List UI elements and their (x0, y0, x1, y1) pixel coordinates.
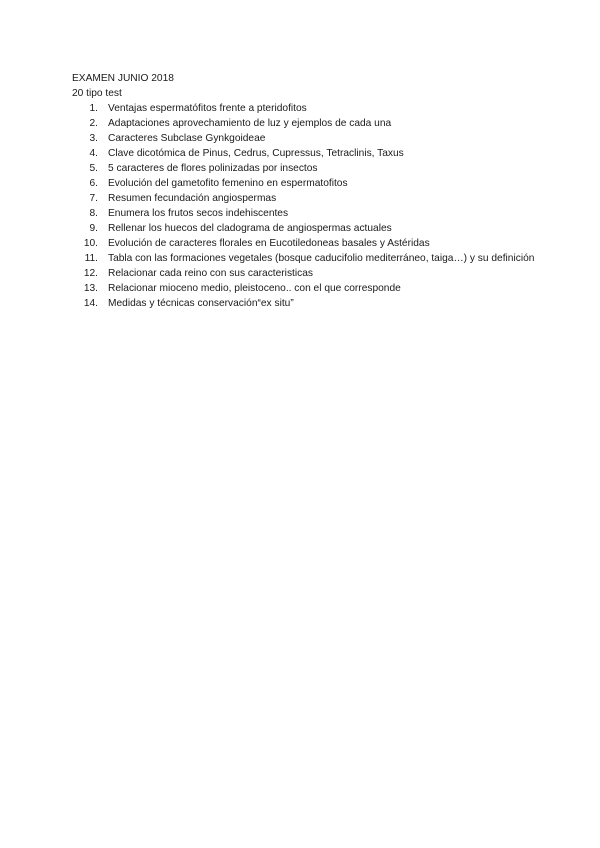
list-item (72, 296, 542, 311)
list-item (72, 191, 542, 206)
list-item-text: Medidas y técnicas conservación“ex situ” (108, 298, 294, 309)
list-item-number: 12. (83, 268, 98, 279)
list-item-number: 11. (84, 253, 98, 264)
list-item-number: 4. (89, 148, 98, 159)
list-item (72, 116, 542, 131)
list-item-text: 5 caracteres de flores polinizadas por insectos (108, 163, 318, 174)
list-item (72, 131, 542, 146)
list-item (72, 146, 542, 161)
list-item-number: 9. (89, 223, 98, 234)
list-item-number: 3. (89, 133, 98, 144)
list-item-text: Evolución de caracteres florales en Eucotiledoneas basales y Astéridas (108, 238, 430, 249)
list-item-number: 14. (83, 298, 98, 309)
list-item-number: 6. (89, 178, 98, 189)
list-item-number: 13. (83, 283, 98, 294)
list-item-number: 2. (89, 118, 98, 129)
list-item-number: 5. (89, 163, 98, 174)
list-item-text: Ventajas espermatófitos frente a pteridofitos (108, 103, 307, 114)
list-item (72, 176, 542, 191)
list-item-text: Enumera los frutos secos indehiscentes (108, 208, 289, 219)
list-item-text: Tabla con las formaciones vegetales (bosque caducifolio mediterráneo, taiga…) y su definición (108, 253, 535, 264)
list-item-number: 8. (89, 208, 98, 219)
list-item-text: Evolución del gametofito femenino en espermatofitos (108, 178, 348, 189)
list-item-text: Rellenar los huecos del cladograma de angiospermas actuales (108, 223, 392, 234)
list-item (72, 101, 542, 116)
document-content (72, 71, 542, 311)
list-item-text: Relacionar mioceno medio, pleistoceno.. con el que corresponde (108, 283, 401, 294)
list-item (72, 206, 542, 221)
list-item-number: 10. (83, 238, 98, 249)
list-item (72, 251, 542, 266)
list-item-text: Caracteres Subclase Gynkgoideae (108, 133, 266, 144)
list-item (72, 281, 542, 296)
list-item (72, 221, 542, 236)
page-title: EXAMEN JUNIO 2018 (72, 73, 174, 84)
list-item-number: 1. (89, 103, 98, 114)
list-item-text: Clave dicotómica de Pinus, Cedrus, Cupressus, Tetraclinis, Taxus (108, 148, 404, 159)
list-item (72, 236, 542, 251)
list-item-text: Resumen fecundación angiospermas (108, 193, 277, 204)
list-item (72, 266, 542, 281)
list-item-text: Adaptaciones aprovechamiento de luz y ejemplos de cada una (108, 118, 392, 129)
list-item (72, 161, 542, 176)
question-list (72, 101, 542, 311)
list-item-text: Relacionar cada reino con sus caracteristicas (108, 268, 313, 279)
page-subtitle: 20 tipo test (72, 88, 122, 99)
list-item-number: 7. (89, 193, 98, 204)
